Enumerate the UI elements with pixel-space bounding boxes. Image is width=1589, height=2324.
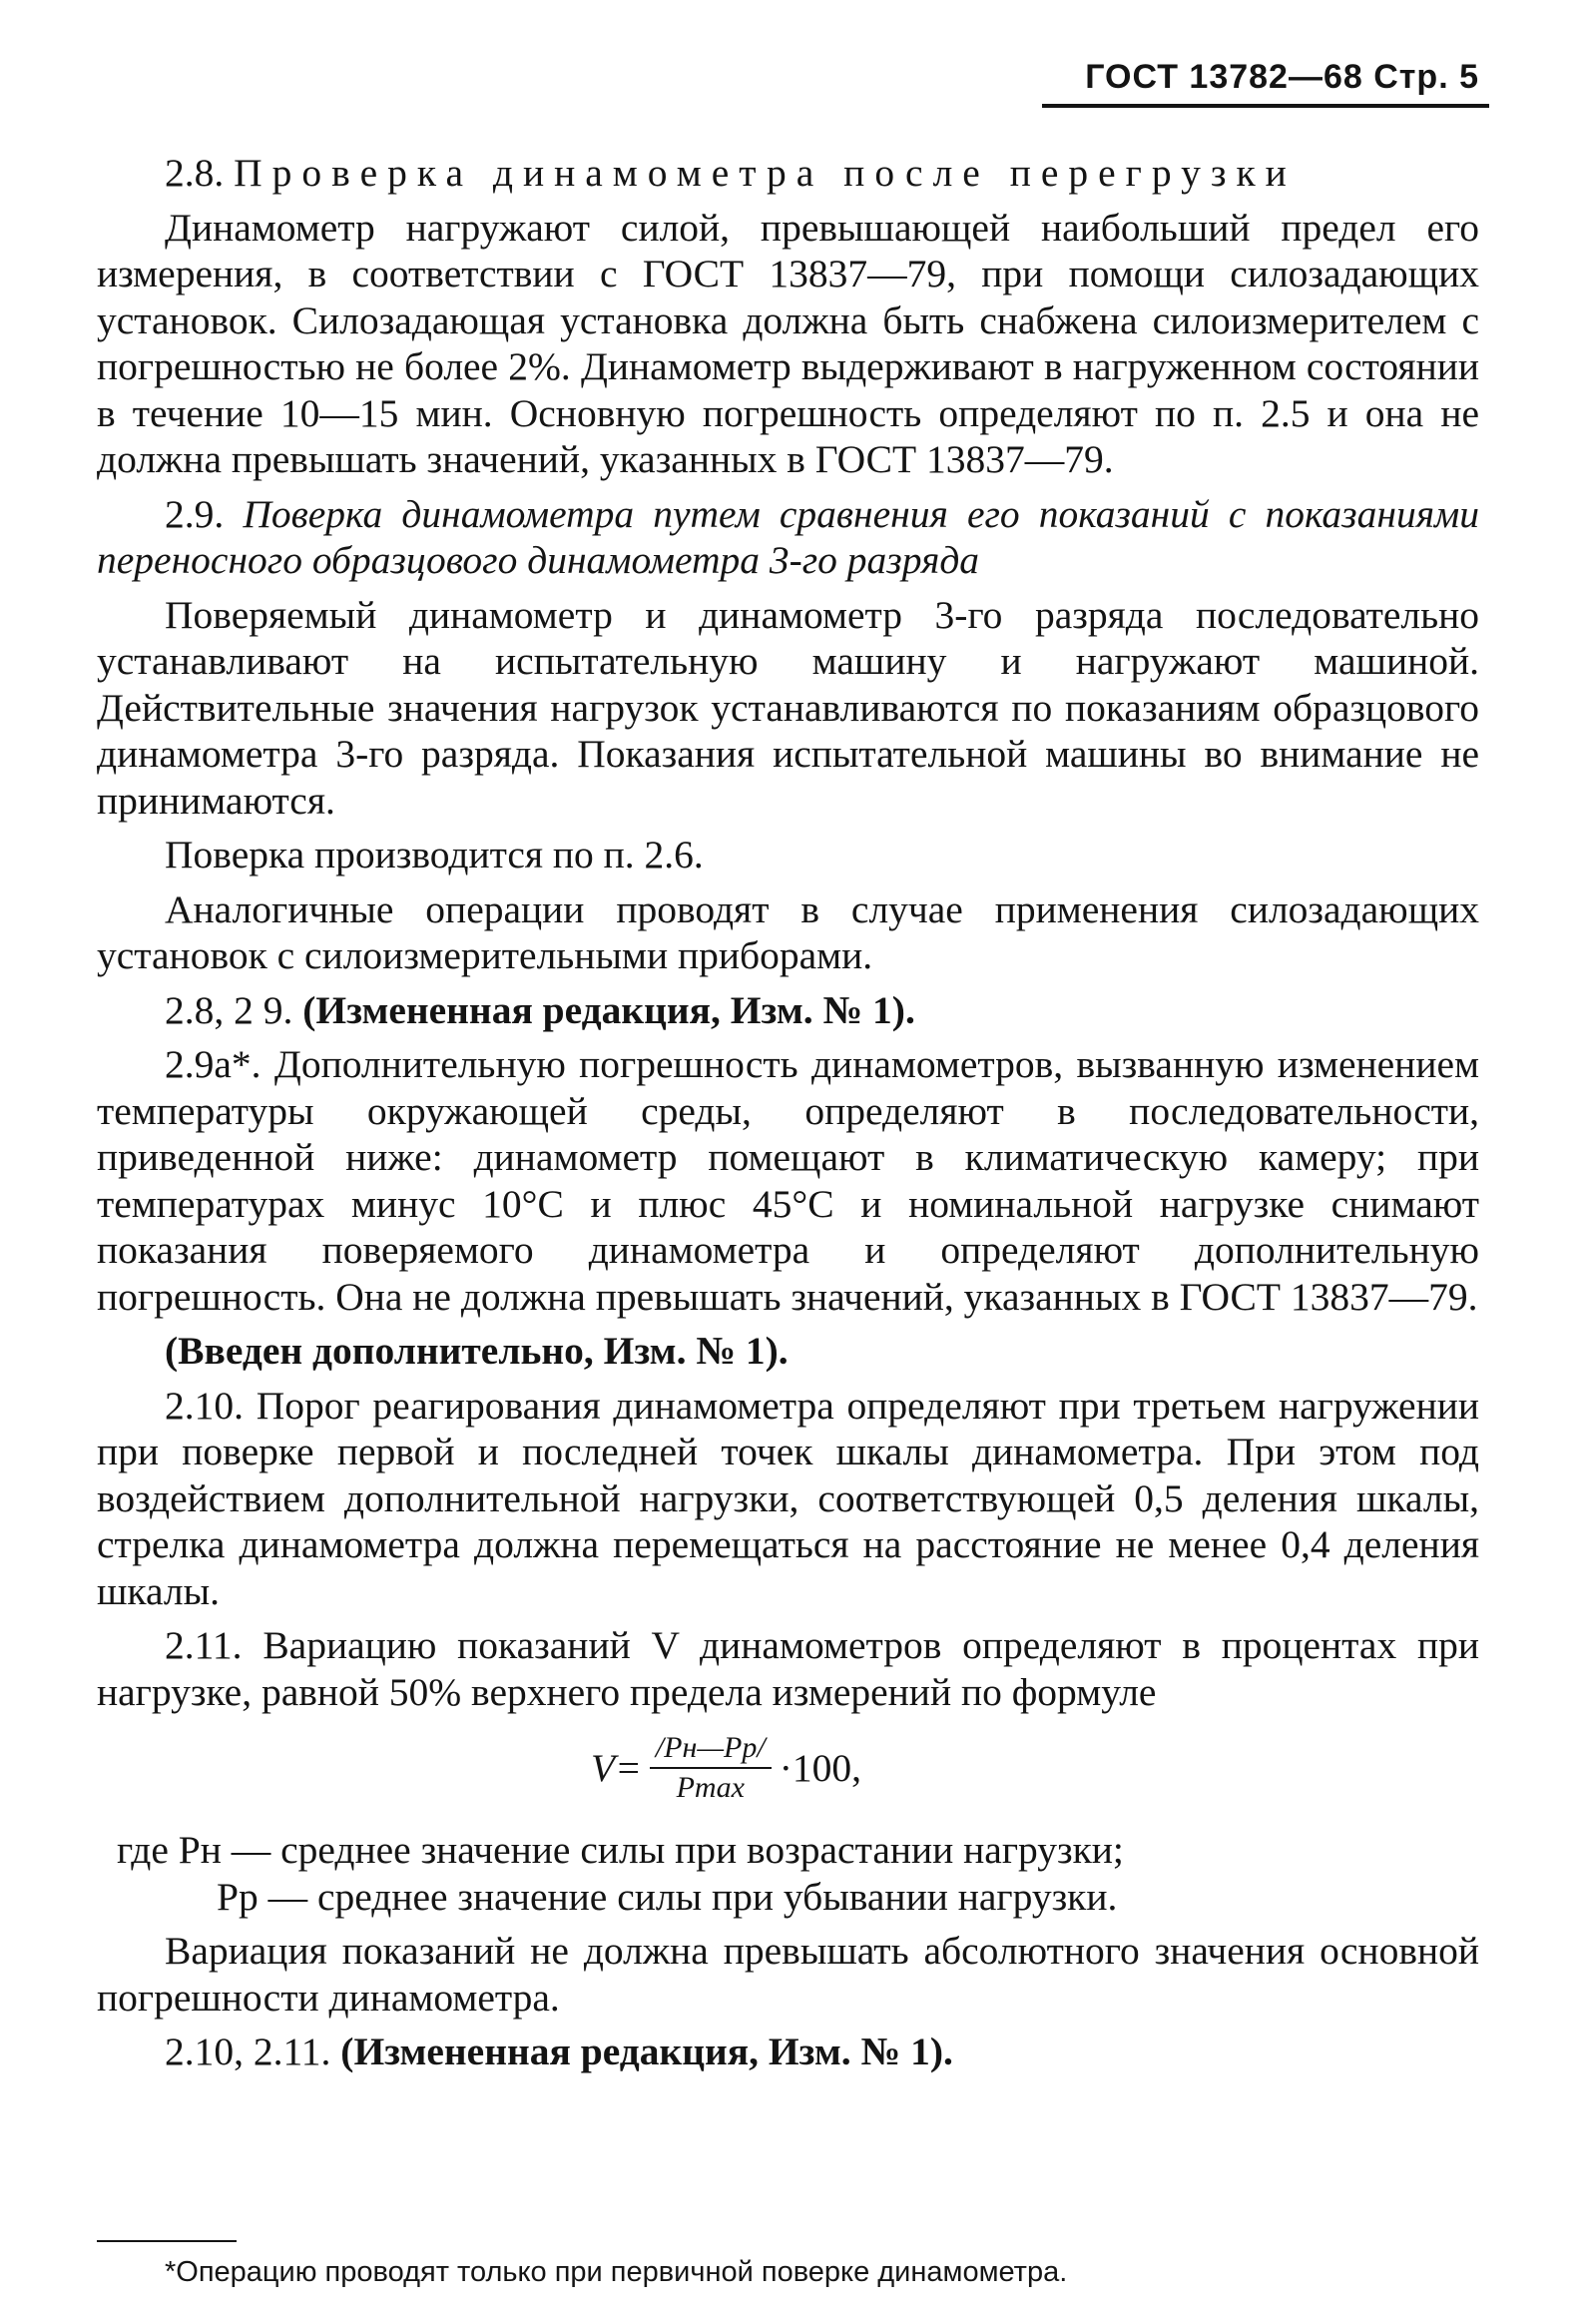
edit-note-1 — [97, 987, 1479, 1034]
footnote-rule — [97, 2240, 237, 2242]
footnote: *Операцию проводят только при первичной поверке динамометра. — [165, 2256, 1068, 2288]
variation-formula — [591, 1723, 861, 1813]
edit-note-1-text: (Измененная редакция, Изм. № 1). — [302, 987, 915, 1032]
document-body — [97, 150, 1479, 2083]
edit-note-2-text: (Измененная редакция, Изм. № 1). — [340, 2030, 953, 2073]
section-2-9-title — [97, 491, 1479, 584]
section-2-9-body: Поверяемый динамометр и динамометр 3-го разряда последовательно устанавливают на испытательную машину и нагружают машиной. Действительные значения нагрузок устанавливаются по показаниям образцового динамометра 3-го разряда. Показания испытательной машины во внимание не принимаются. — [97, 592, 1479, 823]
section-2-9a-note: (Введен дополнительно, Изм. № 1). — [165, 1329, 789, 1373]
section-2-11-number: 2.11. — [165, 1623, 243, 1667]
header-rule — [1042, 104, 1489, 108]
section-2-11-body: Вариацию показаний V динамометров определяют в процентах при нагрузке, равной 50% верхнего предела измерений по формуле — [97, 1623, 1479, 1714]
section-2-10 — [97, 1383, 1479, 1615]
section-2-9-heading: Поверка динамометра путем сравнения его показаний с показаниями переносного образцового динамометра 3-го разряда — [97, 491, 1480, 582]
where-line-1: где Pн — среднее значение силы при возрастании нагрузки; — [117, 1828, 1124, 1872]
section-2-9-body3: Аналогичные операции проводят в случае применения силозадающих установок с силоизмерительными приборами. — [97, 886, 1479, 977]
formula-block — [97, 1723, 1479, 1813]
section-2-9a-body: Дополнительную погрешность динамометров, вызванную изменением температуры окружающей среды, определяют в последовательности, приведенной ниже: динамометр помещают в климатическую камеру; при температурах минус 10°С и плюс 45°С и номинальной нагрузке снимают показания поверяемого динамометра и определяют дополнительную погрешность. Она не должна превышать значений, указанных в ГОСТ 13837—79. — [97, 1042, 1479, 1319]
page-header: ГОСТ 13782—68 Стр. 5 — [1085, 58, 1479, 96]
edit-note-2 — [97, 2029, 1479, 2075]
section-2-8-number: 2.8. — [165, 151, 225, 195]
formula-lhs: V= — [591, 1746, 642, 1790]
where-definitions — [97, 1827, 1479, 1920]
section-2-9a-number: 2.9а*. — [165, 1042, 262, 1086]
section-2-8-title — [97, 150, 1479, 197]
section-2-9-number: 2.9. — [165, 491, 225, 536]
formula-denominator: Pmax — [676, 1771, 745, 1804]
section-2-8-heading: Проверка динамометра после перегрузки — [234, 151, 1297, 195]
section-2-9a — [97, 1041, 1479, 1320]
section-2-10-body: Порог реагирования динамометра определяют при третьем нагружении при поверке первой и последней точек шкалы динамометра. При этом под воздействием дополнительной нагрузки, соответствующей 0,5 деления шкалы, стрелка динамометра должна перемещаться на расстояние не менее 0,4 деления шкалы. — [97, 1383, 1479, 1613]
formula-numerator: /Pн—Pр/ — [650, 1731, 772, 1769]
edit-note-1-prefix: 2.8, 2 9. — [165, 987, 293, 1032]
variation-note: Вариация показаний не должна превышать абсолютного значения основной погрешности динамометра. — [97, 1929, 1479, 2020]
section-2-8-body: Динамометр нагружают силой, превышающей наибольший предел его измерения, в соответствии с ГОСТ 13837—79, при помощи силозадающих установок. Силозадающая установка должна быть снабжена силоизмерителем с погрешностью не более 2%. Динамометр выдерживают в нагруженном состоянии в течение 10—15 мин. Основную погрешность определяют по п. 2.5 и она не должна превышать значений, указанных в ГОСТ 13837—79. — [97, 205, 1479, 481]
section-2-9-body2: Поверка производится по п. 2.6. — [165, 833, 704, 876]
formula-fraction — [650, 1731, 772, 1805]
where-line-2: Pр — среднее значение силы при убывании нагрузки. — [217, 1874, 1118, 1919]
section-2-10-number: 2.10. — [165, 1383, 244, 1428]
formula-rhs: ·100, — [779, 1746, 861, 1790]
section-2-11 — [97, 1622, 1479, 1715]
edit-note-2-prefix: 2.10, 2.11. — [165, 2030, 331, 2073]
